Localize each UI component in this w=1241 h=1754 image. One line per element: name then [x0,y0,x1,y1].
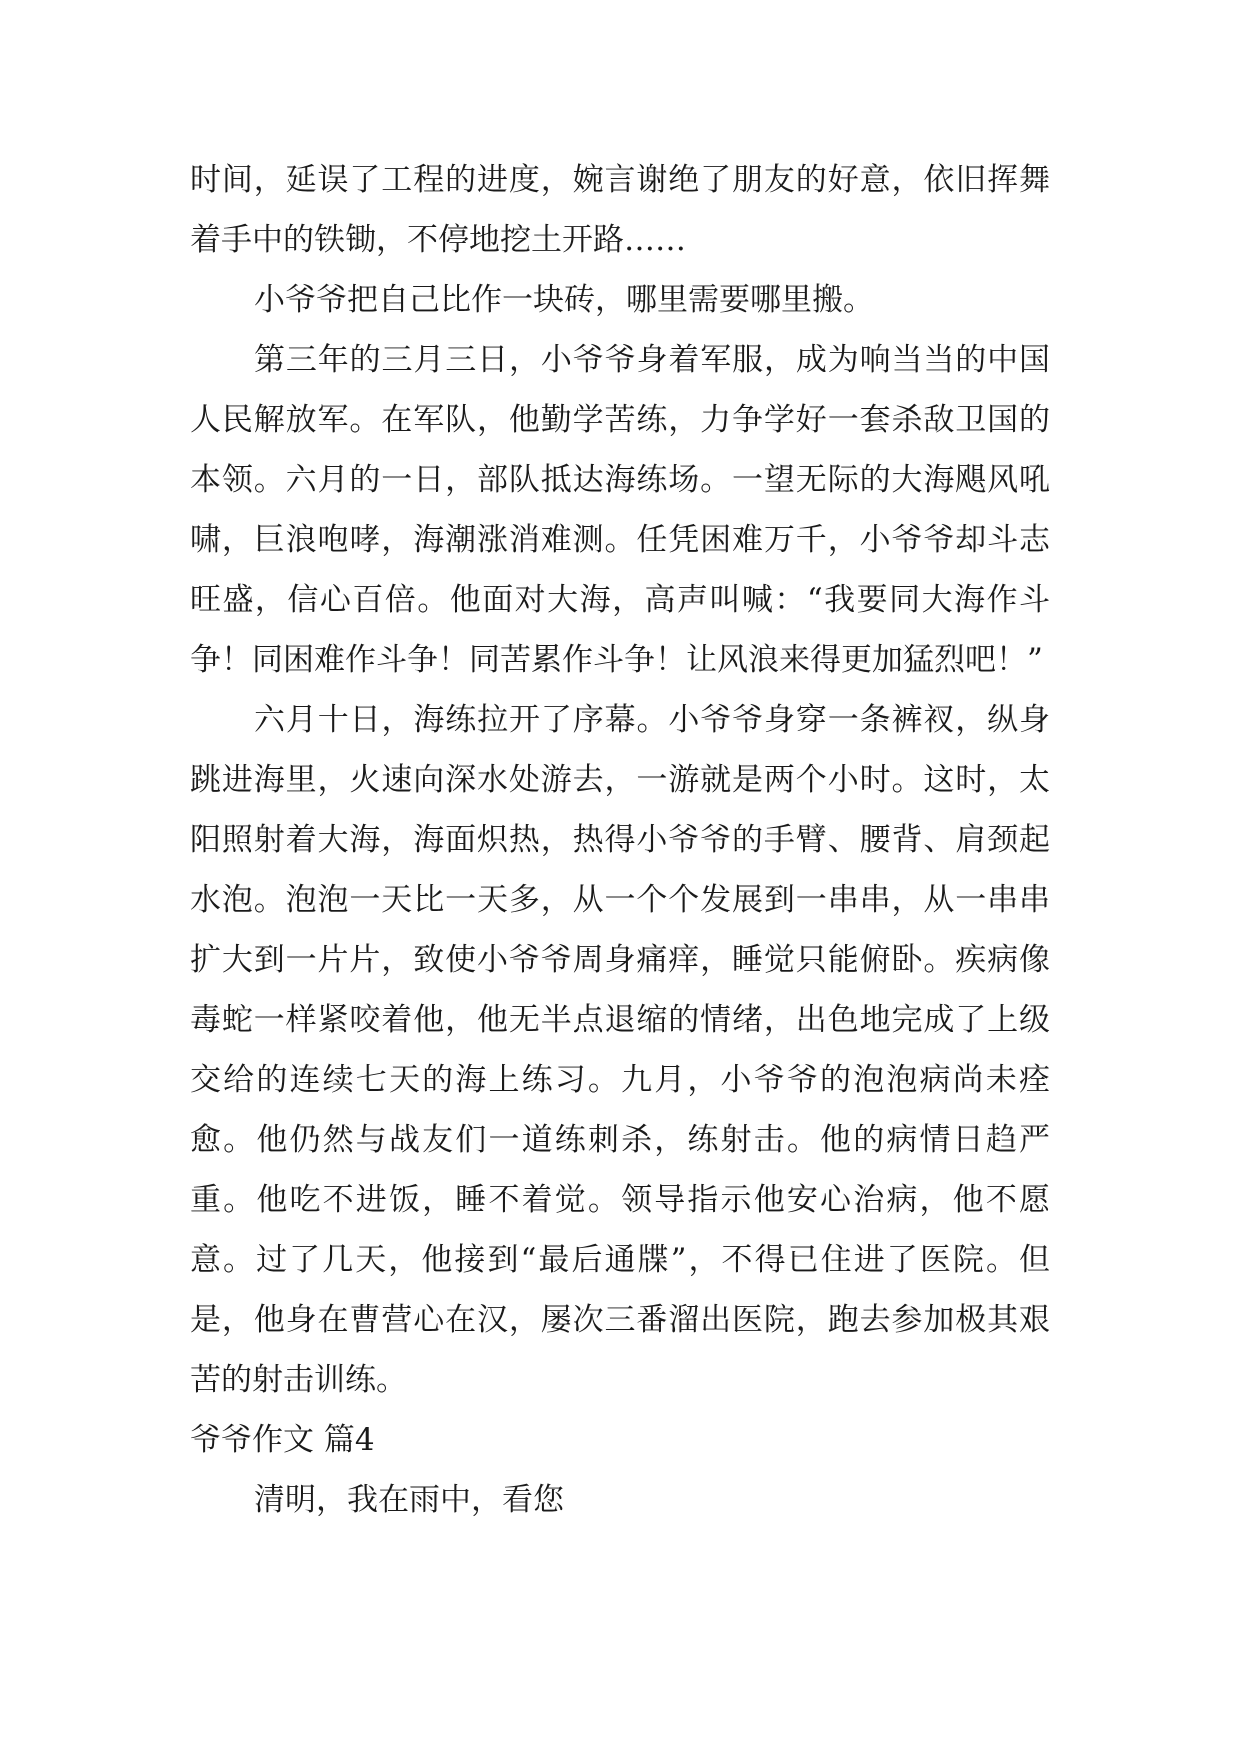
paragraph-qingming: 清明，我在雨中，看您 [254,1482,564,1518]
paragraph-army: 第三年的三月三日，小爷爷身着军服，成为响当当的中国人民解放军。在军队，他勤学苦练，力争学好一套杀敌卫国的本领。六月的一日，部队抵达海练场。一望无际的大海飓风吼啸，巨浪咆哮，海潮涨消难测。任凭困难万千，小爷爷却斗志旺盛，信心百倍。他面对大海，高声叫喊：“我要同大海作斗争！同困难作斗争！同苦累作斗争！让风浪来得更加猛烈吧！” [190,342,1050,678]
paragraph-brick: 小爷爷把自己比作一块砖，哪里需要哪里搬。 [254,282,874,318]
section-heading: 爷爷作文 篇4 [190,1422,375,1458]
document-page [190,150,1050,1530]
paragraph-continuation: 时间，延误了工程的进度，婉言谢绝了朋友的好意，依旧挥舞着手中的铁锄，不停地挖土开路…… [190,162,1050,258]
paragraph-sea-training: 六月十日，海练拉开了序幕。小爷爷身穿一条裤衩，纵身跳进海里，火速向深水处游去，一游就是两个小时。这时，太阳照射着大海，海面炽热，热得小爷爷的手臂、腰背、肩颈起水泡。泡泡一天比一天多，从一个个发展到一串串，从一串串扩大到一片片，致使小爷爷周身痛痒，睡觉只能俯卧。疾病像毒蛇一样紧咬着他，他无半点退缩的情绪，出色地完成了上级交给的连续七天的海上练习。九月，小爷爷的泡泡病尚未痊愈。他仍然与战友们一道练刺杀，练射击。他的病情日趋严重。他吃不进饭，睡不着觉。领导指示他安心治病，他不愿意。过了几天，他接到“最后通牒”，不得已住进了医院。但是，他身在曹营心在汉，屡次三番溜出医院，跑去参加极其艰苦的射击训练。 [190,702,1050,1398]
